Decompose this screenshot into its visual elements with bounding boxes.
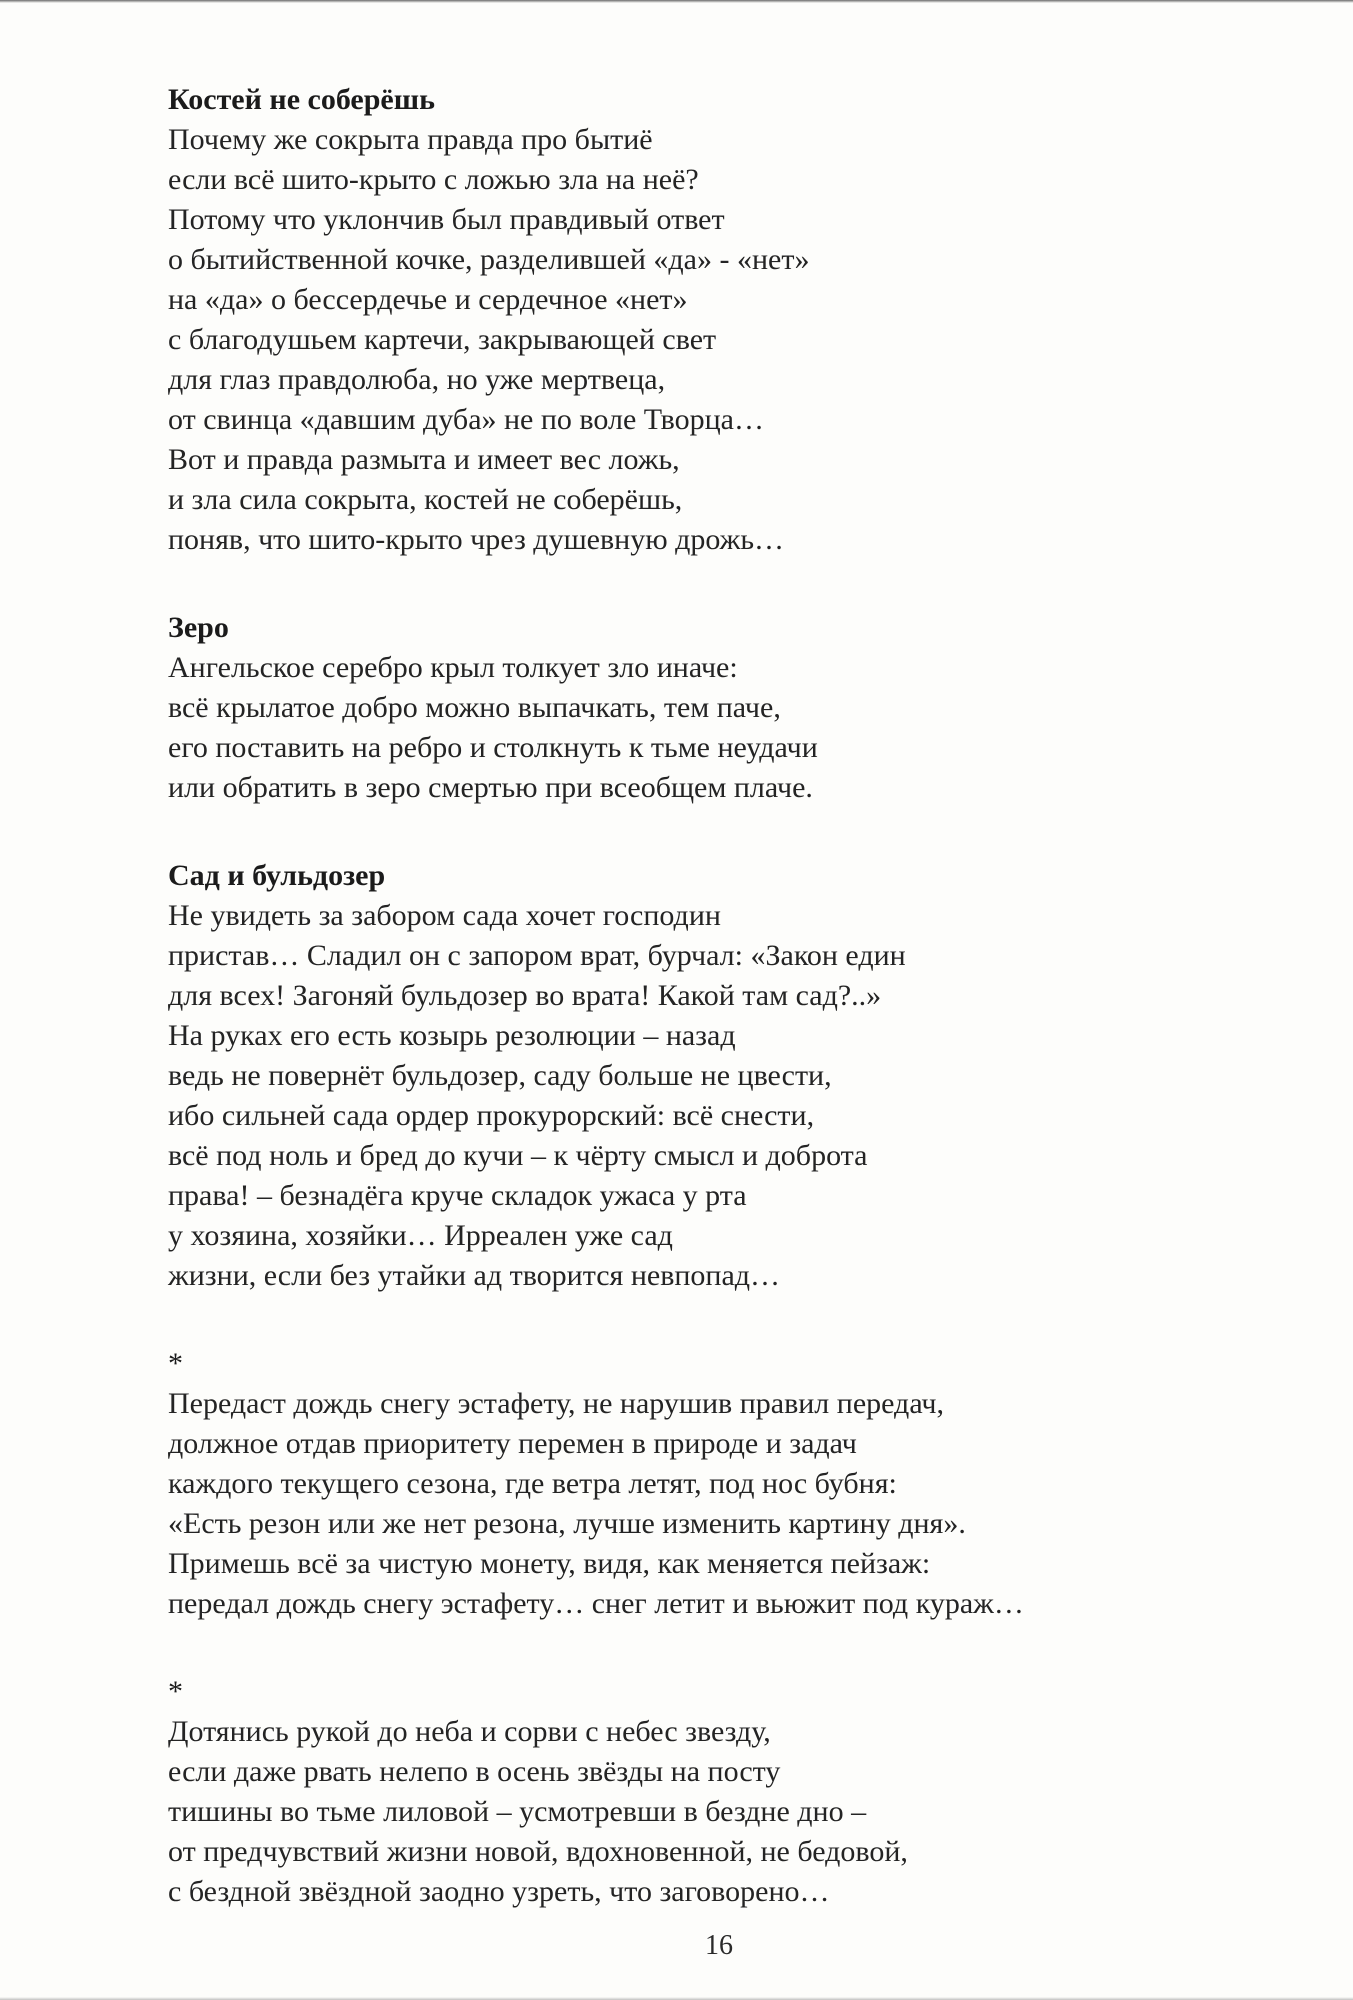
poem-line: с бездной звёздной заодно узреть, что заговорено… — [168, 1875, 830, 1908]
poem-line: если даже рвать нелепо в осень звёзды на посту — [168, 1755, 781, 1788]
asterisk-separator: * — [168, 1347, 183, 1380]
poem-line: всё под ноль и бред до кучи – к чёрту смысл и доброта — [168, 1139, 868, 1172]
page-number: 16 — [705, 1930, 733, 1961]
poem-line: если всё шито-крыто с ложью зла на неё? — [168, 163, 699, 196]
poem-line: Передаст дождь снегу эстафету, не нарушив правил передач, — [168, 1387, 945, 1420]
poem-line: передал дождь снегу эстафету… снег летит и вьюжит под кураж… — [168, 1587, 1024, 1620]
poem-line: жизни, если без утайки ад творится невпопад… — [168, 1259, 781, 1292]
poem-untitled-2 — [168, 1672, 1233, 1912]
poem-line: Примешь всё за чистую монету, видя, как меняется пейзаж: — [168, 1547, 931, 1580]
poem-sad-i-buldozer — [168, 856, 1233, 1296]
poem-line: пристав… Сладил он с запором врат, бурчал: «Закон един — [168, 939, 906, 972]
poem-line: у хозяина, хозяйки… Ирреален уже сад — [168, 1219, 673, 1252]
poem-line: поняв, что шито-крыто чрез душевную дрожь… — [168, 523, 785, 556]
poem-line: ведь не повернёт бульдозер, саду больше не цвести, — [168, 1059, 832, 1092]
poem-line: должное отдав приоритету перемен в природе и задач — [168, 1427, 857, 1460]
poem-line: от предчувствий жизни новой, вдохновенной, не бедовой, — [168, 1835, 908, 1868]
poem-line: «Есть резон или же нет резона, лучше изменить картину дня». — [168, 1507, 966, 1540]
poem-line: Потому что уклончив был правдивый ответ — [168, 203, 725, 236]
poem-line: Вот и правда размыта и имеет вес ложь, — [168, 443, 680, 476]
poem-line: каждого текущего сезона, где ветра летят, под нос бубня: — [168, 1467, 897, 1500]
asterisk-separator: * — [168, 1675, 183, 1708]
poem-line: на «да» о бессердечье и сердечное «нет» — [168, 283, 688, 316]
poem-line: для глаз правдолюба, но уже мертвеца, — [168, 363, 666, 396]
poem-line: На руках его есть козырь резолюции – назад — [168, 1019, 736, 1052]
poem-title: Костей не соберёшь — [168, 83, 435, 116]
poem-title: Сад и бульдозер — [168, 859, 386, 892]
poem-kostei-ne-soberesh — [168, 80, 1233, 560]
poem-line: его поставить на ребро и столкнуть к тьме неудачи — [168, 731, 818, 764]
poem-line: всё крылатое добро можно выпачкать, тем паче, — [168, 691, 781, 724]
poem-line: тишины во тьме лиловой – усмотревши в бездне дно – — [168, 1795, 867, 1828]
poem-untitled-1 — [168, 1344, 1233, 1624]
poem-line: Ангельское серебро крыл толкует зло иначе: — [168, 651, 738, 684]
poem-line: или обратить в зеро смертью при всеобщем плаче. — [168, 771, 813, 804]
poem-line: права! – безнадёга круче складок ужаса у рта — [168, 1179, 747, 1212]
poem-zero — [168, 608, 1233, 808]
poem-line: и зла сила сокрыта, костей не соберёшь, — [168, 483, 683, 516]
poem-line: Дотянись рукой до неба и сорви с небес звезду, — [168, 1715, 771, 1748]
poem-line: о бытийственной кочке, разделившей «да» - «нет» — [168, 243, 810, 276]
poem-title: Зеро — [168, 611, 229, 644]
poem-line: Почему же сокрыта правда про бытиё — [168, 123, 653, 156]
poem-line: с благодушьем картечи, закрывающей свет — [168, 323, 717, 356]
poem-line: Не увидеть за забором сада хочет господин — [168, 899, 721, 932]
poem-line: от свинца «давшим дуба» не по воле Творца… — [168, 403, 764, 436]
poem-line: для всех! Загоняй бульдозер во врата! Какой там сад?..» — [168, 979, 882, 1012]
poem-line: ибо сильней сада ордер прокурорский: всё снести, — [168, 1099, 815, 1132]
